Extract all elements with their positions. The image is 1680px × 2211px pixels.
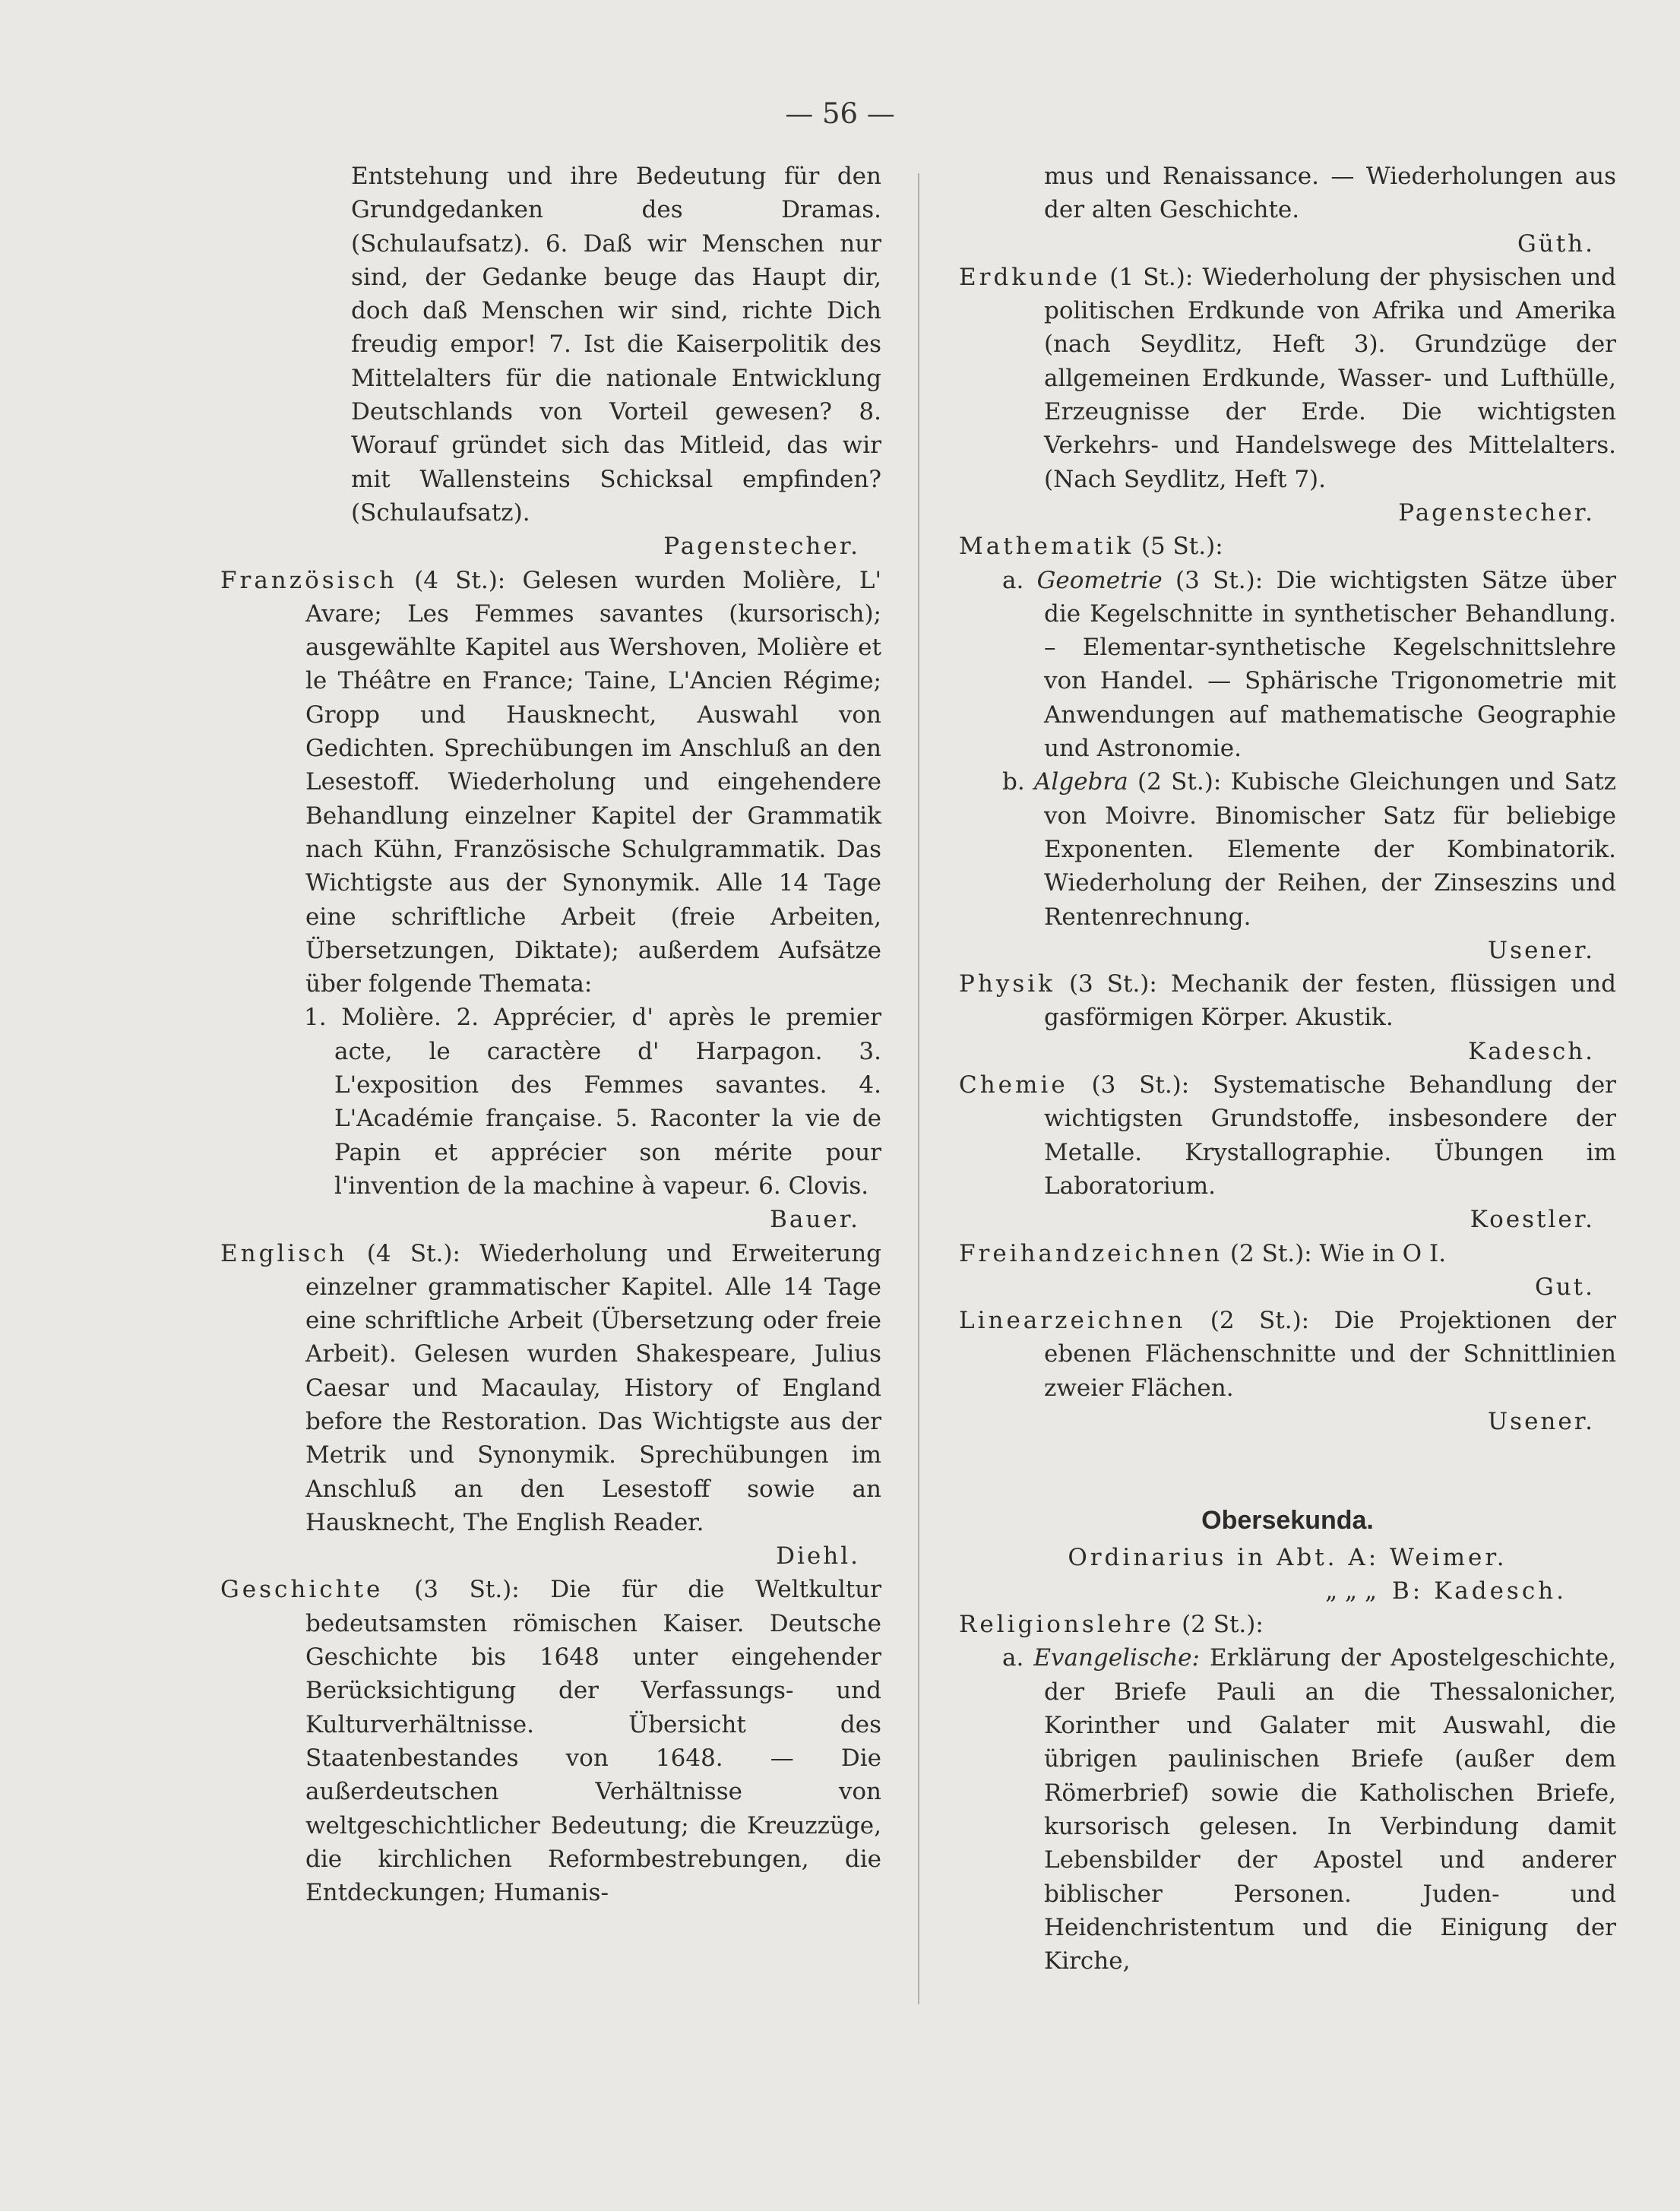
englisch-paragraph xyxy=(220,1237,881,1540)
mathematik-b-title: Algebra xyxy=(1034,768,1128,796)
mathematik-signature: Usener. xyxy=(1488,936,1595,964)
ordinarius-b-text: B: Kadesch. xyxy=(1392,1577,1567,1605)
englisch-signature: Diehl. xyxy=(776,1542,860,1570)
religionslehre-a-title: Evangelische: xyxy=(1033,1644,1200,1672)
freihandzeichnen-paragraph xyxy=(959,1237,1616,1270)
linearzeichnen-heading: Linearzeichnen xyxy=(959,1307,1186,1335)
religionslehre-heading: Religionslehre xyxy=(959,1611,1175,1639)
linearzeichnen-text: (2 St.): Die Projektionen der ebenen Flächenschnitte und der Schnittlinien zweier Flächen. xyxy=(1044,1307,1616,1402)
chemie-text: (3 St.): Systematische Behandlung der wichtigsten Grundstoffe, insbesondere der Metalle. Krystallographie. Übungen im Laboratorium. xyxy=(1044,1071,1616,1200)
mathematik-b-label: b. xyxy=(1002,768,1025,796)
section-title: Obersekunda. xyxy=(1201,1506,1374,1536)
franzoesisch-themata: 1. Molière. 2. Apprécier, d' après le premier acte, le caractère d' Harpagon. 3. L'exposition des Femmes savantes. 4. L'Académie française. 5. Raconter la vie de Papin et apprécier son mérite pour l'invention de la machine à vapeur. 6. Clovis. xyxy=(304,1004,881,1200)
chemie-heading: Chemie xyxy=(959,1071,1068,1099)
erdkunde-paragraph xyxy=(959,261,1616,496)
religionslehre-paragraph xyxy=(959,1608,1616,1641)
ordinarius-b xyxy=(959,1574,1616,1608)
physik-text: (3 St.): Mechanik der festen, flüssigen und gasförmigen Körper. Akustik. xyxy=(1044,970,1616,1032)
mathematik-a-title: Geometrie xyxy=(1036,566,1163,594)
mathematik-heading: Mathematik xyxy=(959,533,1134,561)
mathematik-hours: (5 St.): xyxy=(1141,533,1223,561)
religionslehre-a-label: a. xyxy=(1002,1644,1024,1672)
ordinarius-a: Ordinarius in Abt. A: Weimer. xyxy=(1068,1543,1508,1571)
mathematik-a-text: (3 St.): Die wichtigsten Sätze über die Kegelschnitte in synthetischer Behandlung. – Elementar-synthetische Kegelschnittslehre von Handel. — Sphärische Trigonometrie mit Anwendungen auf mathematische Geographie und Astronomie. xyxy=(1044,566,1616,763)
chemie-paragraph xyxy=(959,1068,1616,1203)
geschichte-signature: Güth. xyxy=(1517,229,1595,258)
geschichte-text: (3 St.): Die für die Weltkultur bedeutsamsten römischen Kaiser. Deutsche Geschichte bis 1648 unter eingehender Berücksichtigung der Verfassungs- und Kulturverhältnisse. Übersicht des Staatenbestandes von 1648. — Die außerdeutschen Verhältnisse von weltgeschichtlicher Bedeutung; die Kreuzzüge, die kirchlichen Reformbestrebungen, die Entdeckungen; Humanis- xyxy=(305,1576,881,1907)
religionslehre-a xyxy=(959,1641,1616,1978)
page-number: — 56 — xyxy=(785,97,895,130)
left-column xyxy=(220,160,881,1909)
religionslehre-hours: (2 St.): xyxy=(1182,1611,1264,1639)
erdkunde-signature: Pagenstecher. xyxy=(1398,498,1595,527)
englisch-heading: Englisch xyxy=(220,1239,348,1267)
englisch-text: (4 St.): Wiederholung und Erweiterung einzelner grammatischer Kapitel. Alle 14 Tage eine schriftliche Arbeit (Übersetzung oder freie Arbeit). Gelesen wurden Shakespeare, Julius Caesar und Macaulay, History of England before the Restoration. Das Wichtigste aus der Metrik und Synonymik. Sprechübungen im Anschluß an den Lesestoff sowie an Hausknecht, The English Reader. xyxy=(305,1239,882,1536)
religionslehre-a-text: Erklärung der Apostelgeschichte, der Briefe Pauli an die Thessalonicher, Korinther und Galater mit Auswahl, die übrigen paulinischen Briefe (außer dem Römerbrief) sowie die Katholischen Briefe, kursorisch gelesen. In Verbindung damit Lebensbilder der Apostel und anderer biblischer Personen. Juden- und Heidenchristentum und die Einigung der Kirche, xyxy=(1044,1644,1616,1975)
franzoesisch-paragraph xyxy=(220,564,881,1001)
deutsch-signature: Pagenstecher. xyxy=(663,533,860,561)
mathematik-a-label: a. xyxy=(1002,566,1024,594)
right-column xyxy=(959,160,1616,1978)
freihandzeichnen-signature: Gut. xyxy=(1534,1273,1595,1301)
physik-heading: Physik xyxy=(959,970,1055,998)
geschichte-continuation: mus und Renaissance. — Wiederholungen aus der alten Geschichte. xyxy=(1044,163,1616,224)
mathematik-paragraph xyxy=(959,530,1616,563)
franzoesisch-heading: Französisch xyxy=(220,566,397,594)
freihandzeichnen-heading: Freihandzeichnen xyxy=(959,1239,1223,1267)
erdkunde-text: (1 St.): Wiederholung der physischen und politischen Erdkunde von Afrika und Amerika (nach Seydlitz, Heft 3). Grundzüge der allgemeinen Erdkunde, Wasser- und Lufthülle, Erzeugnisse der Erde. Die wichtigsten Verkehrs- und Handelswege des Mittelalters. (Nach Seydlitz, Heft 7). xyxy=(1044,263,1616,493)
geschichte-paragraph xyxy=(220,1573,881,1909)
physik-paragraph xyxy=(959,967,1616,1035)
mathematik-a xyxy=(959,564,1616,766)
ordinarius-b-ditto: „ „ „ xyxy=(1325,1577,1377,1605)
franzoesisch-signature: Bauer. xyxy=(770,1206,860,1234)
geschichte-heading: Geschichte xyxy=(220,1576,384,1604)
mathematik-b-text: (2 St.): Kubische Gleichungen und Satz von Moivre. Binomischer Satz für beliebige Exponenten. Elemente der Kombinatorik. Wiederholung der Reihen, der Zinseszins und Rentenrechnung. xyxy=(1044,768,1617,931)
freihandzeichnen-text: (2 St.): Wie in O I. xyxy=(1229,1239,1447,1267)
deutsch-continuation: Entstehung und ihre Bedeutung für den Grundgedanken des Dramas. (Schulaufsatz). 6. Daß wir Menschen nur sind, der Gedanke beuge das Haupt dir, doch daß Menschen wir sind, richte Dich freudig empor! 7. Ist die Kaiserpolitik des Mittelalters für die nationale Entwicklung Deutschlands von Vorteil gewesen? 8. Worauf gründet sich das Mitleid, das wir mit Wallensteins Schicksal empfinden? (Schulaufsatz). xyxy=(351,163,881,527)
erdkunde-heading: Erdkunde xyxy=(959,263,1101,291)
column-divider xyxy=(918,173,919,2004)
franzoesisch-text: (4 St.): Gelesen wurden Molière, L' Avare; Les Femmes savantes (kursorisch); ausgewählte Kapitel aus Wershoven, Molière et le Théâtre en France; Taine, L'Ancien Régime; Gropp und Hausknecht, Auswahl von Gedichten. Sprechübungen im Anschluß an den Lesestoff. Wiederholung und eingehendere Behandlung einzelner Kapitel der Grammatik nach Kühn, Französische Schulgrammatik. Das Wichtigste aus der Synonymik. Alle 14 Tage eine schriftliche Arbeit (freie Arbeiten, Übersetzungen, Diktate); außerdem Aufsätze über folgende Themata: xyxy=(305,566,881,998)
mathematik-b xyxy=(959,765,1616,933)
physik-signature: Kadesch. xyxy=(1468,1037,1595,1065)
linearzeichnen-paragraph xyxy=(959,1304,1616,1405)
chemie-signature: Koestler. xyxy=(1470,1206,1595,1234)
linearzeichnen-signature: Usener. xyxy=(1488,1407,1595,1435)
